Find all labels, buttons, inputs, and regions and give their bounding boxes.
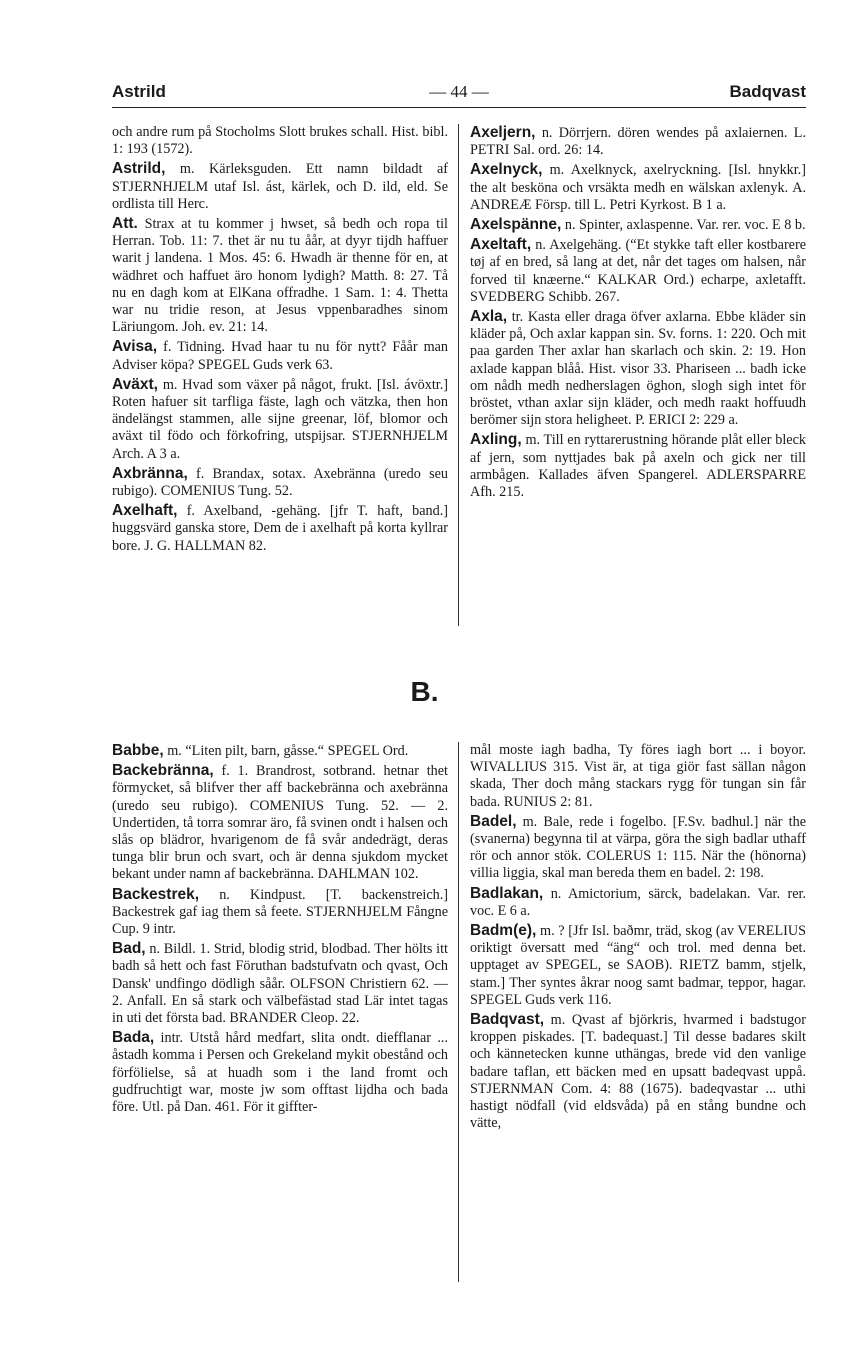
- column-bottom-left: [112, 742, 448, 1118]
- entry-axeljern: [470, 124, 806, 159]
- entry-badqvast: [470, 1011, 806, 1132]
- section-letter-heading: B.: [410, 676, 439, 707]
- definition: m. Till en ryttarerustning hörande plåt eller bleck af jern, som nyttjades bak på axeln och gick ner till armbågen. Kallades äfven Spangerel. ADLERSPARRE Afh. 215.: [470, 432, 806, 501]
- definition: m. Kärleksguden. Ett namn bildadt af STJERNHJELM utaf Isl. ást, kärlek, och D. ild, eld. Se ordlista till Herc.: [112, 161, 448, 212]
- entry-avaxt: [112, 376, 448, 463]
- headword: Axelnyck,: [470, 161, 543, 179]
- header-rule: [112, 107, 806, 108]
- definition: m. “Liten pilt, barn, gåsse.“ SPEGEL Ord.: [163, 743, 409, 759]
- definition: f. Axelband, -gehäng. [jfr T. haft, band.] huggsvärd ganska store, Dem de i axelhaft på korta kyllrar bore. J. G. HALLMAN 82.: [112, 503, 448, 554]
- definition: m. ? [Jfr Isl. baðmr, träd, skog (av VERELIUS oriktigt översatt med “äng“ och trol. med denna bet. upptaget av SPEGEL, se SAOB). RIETZ bamm, stjelk, stam.] Ther syntes åkrar noog samt badmar, teppor, hagar. SPEGEL Guds verk 116.: [470, 923, 806, 1008]
- entry-axla: [470, 308, 806, 429]
- definition: n. Amictorium, särck, badelakan. Var. rer. voc. E 6 a.: [470, 885, 806, 919]
- headword: Axbränna,: [112, 464, 188, 482]
- column-bottom-right: [470, 742, 806, 1134]
- continued-entry: och andre rum på Stocholms Slott brukes schall. Hist. bibl. 1: 193 (1572).: [112, 124, 448, 158]
- headword: Axla,: [470, 308, 508, 326]
- entry-axbranna: [112, 465, 448, 500]
- headword: Avisa,: [112, 338, 158, 356]
- continued-entry: mål moste iagh badha, Ty föres iagh bort ... i boyor. WIVALLIUS 315. Vist är, at tiga giör fast sällan någon skada, Ther doch mång stackars rygg för tungan sin får bada. RUNIUS 2: 81.: [470, 742, 806, 810]
- headword: Badm(e),: [470, 922, 537, 940]
- column-top-right: [470, 124, 806, 503]
- headword: Axeljern,: [470, 124, 536, 141]
- column-top-left: [112, 124, 448, 557]
- entry-astrild: [112, 160, 448, 213]
- definition: intr. Utstå hård medfart, slita ondt. diefflanar ... åstadh komma i Persen och Grekeland mykit obestånd och förfölielse, så at huadh som i the land fromt och gudfruchtigt war, moste jw som offtast lijdha och bada före. Utl. på Dan. 461. För it giffter-: [112, 1030, 448, 1116]
- headword: Astrild,: [112, 160, 166, 178]
- headword: Babbe,: [112, 742, 164, 759]
- headword: Badlakan,: [470, 884, 544, 902]
- headword: Bad,: [112, 940, 146, 958]
- entry-backestrek: [112, 886, 448, 939]
- headword: Axeltaft,: [470, 236, 532, 254]
- entry-axelnyck: [470, 161, 806, 214]
- entry-badlakan: [470, 885, 806, 920]
- entry-axelspanne: [470, 216, 806, 234]
- headword: Badel,: [470, 812, 517, 830]
- headword: Backebränna,: [112, 762, 214, 780]
- headword: Axling,: [470, 431, 522, 449]
- headword: Aväxt,: [112, 375, 158, 393]
- column-divider-bottom: [458, 742, 459, 1282]
- entry-bada: [112, 1029, 448, 1116]
- headword: Axelspänne,: [470, 216, 562, 234]
- definition: n. Kindpust. [T. backenstreich.] Backestrek gaf iag them så feete. STJERNHJELM Fångne Cup. 9 intr.: [112, 886, 448, 938]
- definition: m. Qvast af björkris, hvarmed i badstugor kroppen piskades. [T. badequast.] Til desse badares skilt och kännetecken kunne uthängas, brede vid den vanlige badare taflan, ett bäcken med en upsatt badeqvast uppå. STJERNMAN Com. 4: 88 (1675). badeqvastar ... uthi hastigt nödfall (vid eldsvåda) på en stång bundne och vätte,: [470, 1012, 806, 1132]
- definition: tr. Kasta eller draga öfver axlarna. Ebbe kläder sin kläder på, Och axlar kappan sin. Sv. forns. 1: 220. Och mit paa garden Ther axlar han skarlach och skin. 2: 19. Hon axlade kappan blåå. Hist. visor 33. Phariseen ... badh icke om nådh medh nedherslagen öghon, slogh sigh intet för bröstet, vthan axlar sijn kläder, och medh raakt hoffuudh berömer sijn stora heligheet. P. ERICI 2: 229 a.: [470, 309, 806, 429]
- entry-bad: [112, 940, 448, 1027]
- definition: Strax at tu kommer j hwset, så bedh och ropa til Herran. Tob. 11: 7. thet är nu tu åår, at dyyr tijdh haffuer warit j landena. 1 Mos. 45: 6. Hwadh är thenne för en, at wädhret och haffuet äro honom lydigh? Matth. 8: 27. Tå nu en dagh kom at ElKana offradhe. 1 Sam. 1: 4. Thetta war nu tridie reson, at Jesus vppenbaradhes sinom Läriungom. Joh. ev. 21: 14.: [112, 216, 448, 336]
- entry-att: [112, 215, 448, 336]
- definition: m. Hvad som växer på något, frukt. [Isl. ávöxtr.] Roten hafuer sit tarfliga fäste, lagh och vätzka, then hon ändelängst stammen, alle sijne greenar, löf, blomor och aväxt til födo och förkofring, utspijsar. STJERNHJELM Arch. A 3 a.: [112, 376, 448, 462]
- entry-badel: [470, 813, 806, 883]
- entry-babbe: [112, 742, 448, 760]
- column-divider-top: [458, 124, 459, 626]
- definition: n. Spinter, axlaspenne. Var. rer. voc. E 8 b.: [561, 217, 806, 234]
- definition: n. Bildl. 1. Strid, blodig strid, blodbad. Ther hölts itt badh så hett och fast Föruthan badstufvatn och qvast, Och Dansk' undfingo dödligh såår. OLFSON Christiern 62. — 2. Anfall. En så stark och välbefästad stad Lär intet tagas in uti det första bad. BRANDER Cleop. 22.: [112, 941, 448, 1027]
- header-left-guideword: Astrild: [112, 82, 166, 101]
- entry-avisa: [112, 338, 448, 373]
- headword: Backestrek,: [112, 885, 200, 903]
- headword: Axelhaft,: [112, 502, 178, 520]
- definition: m. Bale, rede i fogelbo. [F.Sv. badhul.] när the (svanerna) begynna til at värpa, göra the sigh badlar uthaff rör och annor stök. COLERUS 1: 115. När the (hönorna) villia liggia, skal man bereda them en badel. 2: 198.: [470, 813, 806, 882]
- entry-badme: [470, 922, 806, 1009]
- entry-axling: [470, 431, 806, 501]
- headword: Att.: [112, 215, 138, 233]
- page-number: — 44 —: [429, 82, 489, 101]
- headword: Bada,: [112, 1029, 155, 1047]
- entry-axelhaft: [112, 502, 448, 555]
- definition: f. 1. Brandrost, sotbrand. hetnar thet förmycket, så blifver ther aff backebränna och axebränna (uredo seu rubigo). COMENIUS Tung. 52. — 2. Undertiden, tå torra somrar äro, få svinen ondt i halsen och slås op blädror, hvarigenom de få svår andedrägt, deras tunga blir brun och svart, och är denna sjukdom mycket bekant under namn af backebränna. DAHLMAN 102.: [112, 763, 448, 883]
- definition: m. Axelknyck, axelryckning. [Isl. hnykkr.] the alt besköna och vrsäkta medh en wälskan axlenyk. A. ANDREÆ Försp. till L. Petri Kyrkost. B 1 a.: [470, 162, 806, 213]
- headword: Badqvast,: [470, 1011, 545, 1029]
- definition: f. Brandax, sotax. Axebränna (uredo seu rubigo). COMENIUS Tung. 52.: [112, 465, 448, 500]
- definition: n. Dörrjern. dören wendes på axlaiernen. L. PETRI Sal. ord. 26: 14.: [470, 125, 806, 159]
- definition: n. Axelgehäng. (“Et stykke taft eller kostbarere tøj af en bred, så lang at det, når det tages om halsen, når forved til knæerne.“ KALKAR Ord.) echarpe, axletafft. SVEDBERG Schibb. 267.: [470, 237, 806, 305]
- header-right-guideword: Badqvast: [729, 82, 806, 101]
- entry-backebranna: [112, 762, 448, 883]
- running-header: [112, 78, 806, 106]
- entry-axeltaft: [470, 236, 806, 306]
- definition: f. Tidning. Hvad haar tu nu för nytt? Fåår man Adviser köpa? SPEGEL Guds verk 63.: [112, 339, 448, 373]
